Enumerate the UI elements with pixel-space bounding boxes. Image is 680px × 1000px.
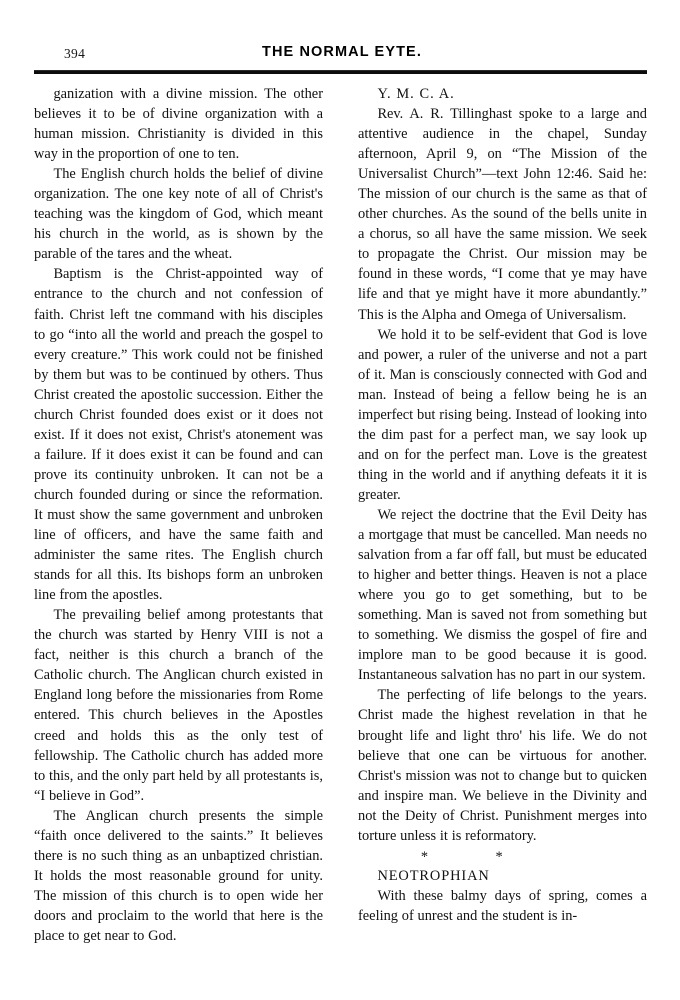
publication-title: THE NORMAL EYTE. bbox=[262, 44, 422, 60]
header-divider-rule bbox=[34, 70, 647, 74]
paragraph: The prevailing belief among protestants that the church was started by Henry VIII is not a fact, neither is this church a branch of the Catholic church. The Anglican church existed in England long before the missionaries from Rome entered. This church believes in the Apostles creed and holds this as the only test of fellowship. The Catholic church has added more to this, and the only part held by all protestants is, “I believe in God”. bbox=[34, 607, 323, 804]
asterisk-right: * bbox=[495, 848, 503, 865]
paragraph: We reject the doctrine that the Evil Deity has a mortgage that must be cancelled. Man needs no salvation from a far off fall, but must be educated to higher and better things. Heaven is not a place where you go to get something, but to be something. Man is saved not from something but to something. We dismiss the gospel of fire and implore man to be good because it is good. Instantaneous salvation has no part in our system. bbox=[358, 506, 647, 684]
running-head bbox=[38, 44, 646, 66]
paragraph: The Anglican church presents the simple “faith once delivered to the saints.” It believes there is no such thing as an unbaptized christian. It holds the most reasonable ground for unity. The mission of this church is to open wide her doors and proclaim to the world that here is the place to get near to God. bbox=[34, 807, 323, 944]
paragraph: ganization with a divine mission. The other believes it to be of divine organization with a human mission. Christianity is divided in this way in the proportion of one to ten. bbox=[34, 86, 323, 163]
section-heading-ymca: Y. M. C. A. bbox=[377, 86, 455, 102]
section-separator-asterisks bbox=[358, 846, 647, 866]
paragraph: The perfecting of life belongs to the years. Christ made the highest revelation in that he brought life and light thro' his life. We do not believe that one can be virtuous for another. Christ's mission was not to change but to quicken and inspire man. We believe in the Divinity and not the Deity of Christ. Punishment merges into torture unless it is reformatory. bbox=[358, 687, 647, 844]
paragraph: Rev. A. R. Tillinghast spoke to a large and attentive audience in the chapel, Sunday afternoon, April 9, on “The Mission of the Universalist Church”—text John 12:46. Said he: The mission of our church is the same as that of other churches. As the sound of the bells unite in a chorus, so all have the same mission. We seek to propagate the Christ. Our mission may be found in these words, “I come that ye may have life and that ye might have it more abundantly.” This is the Alpha and Omega of Universalism. bbox=[358, 106, 647, 323]
asterisk-left: * bbox=[420, 848, 429, 865]
left-column bbox=[34, 84, 323, 994]
paragraph: Baptism is the Christ-appointed way of entrance to the church and not confession of faith. Christ left tne command with his disciples to go “into all the world and preach the gospel to every creature.” This work could not be finished by them but was to be continued by others. Thus Christ created the apostolic succession. Either the church Christ founded does exist or it does not exist. If it does not exist, Christ's atonement was a failure. If it does exist it can be found and can prove its continuity unbroken. It can not be a church founded during or since the reformation. It must show the same government and unbroken line of officers, and have the same faith and administer the same rites. The English church stands for all this. Its bishops form an unbroken line from the apostles. bbox=[34, 266, 323, 604]
paragraph: We hold it to be self-evident that God is love and power, a ruler of the universe and not a part of it. Man is consciously connected with God and man. Instead of being a fellow being he is an imperfect but rising being. Instead of looking into the dim past for a perfect man, we say look up and on for the perfect man. Love is the greatest thing in the world and if anything defeats it it is greater. bbox=[358, 326, 647, 503]
paragraph: With these balmy days of spring, comes a feeling of unrest and the student is in- bbox=[358, 887, 647, 924]
page-number: 394 bbox=[64, 46, 86, 61]
right-column bbox=[358, 84, 647, 994]
section-heading-neotrophian: NEOTROPHIAN bbox=[377, 867, 490, 884]
paragraph: The English church holds the belief of divine organization. The one key note of all of Christ's teaching was the kingdom of God, which meant his church in the world, as is shown by the parable of the tares and the wheat. bbox=[34, 166, 323, 263]
body-columns bbox=[34, 84, 647, 994]
